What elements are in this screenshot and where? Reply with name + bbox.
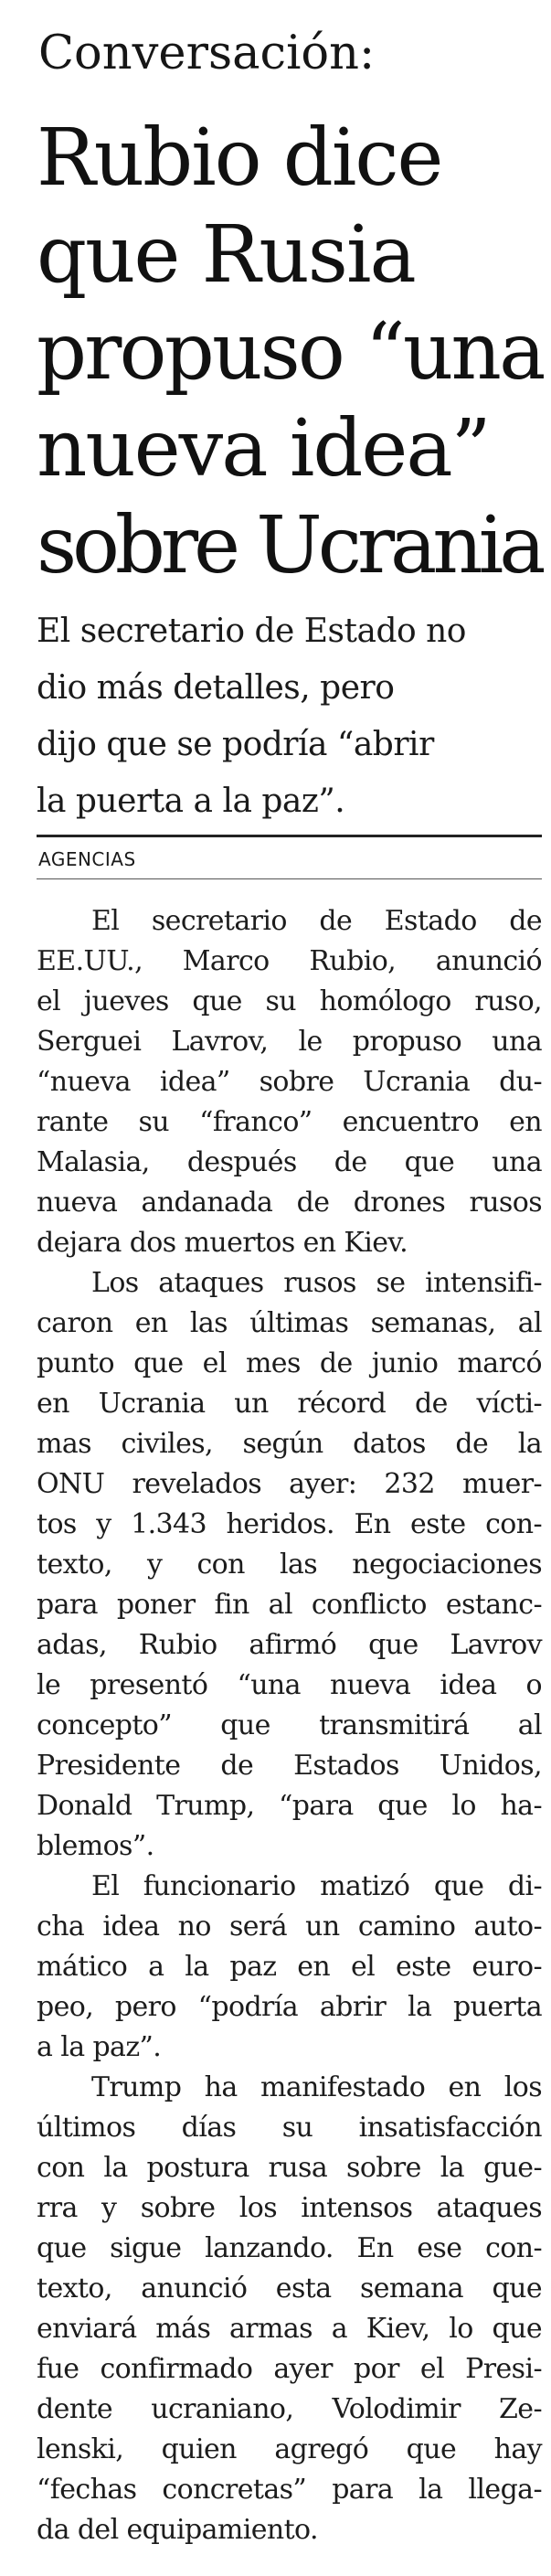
byline-underline	[37, 878, 542, 879]
body-line: con la postura rusa sobre la gue-	[37, 2152, 542, 2184]
body-line: mático a la paz en el este euro-	[37, 1951, 542, 1983]
body-line: texto, anunció esta semana que	[37, 2273, 542, 2305]
body-line: “fechas concretas” para la llega-	[37, 2474, 542, 2506]
body-line: “nueva idea” sobre Ucrania du-	[37, 1066, 542, 1098]
body-line: rante su “franco” encuentro en	[37, 1106, 542, 1138]
body-line: últimos días su insatisfacción	[37, 2112, 542, 2144]
body-line: tos y 1.343 heridos. En este con-	[37, 1508, 542, 1540]
headline-line: que Rusia	[37, 209, 415, 301]
deck-line: El secretario de Estado no	[37, 612, 466, 650]
headline-line: Rubio dice	[37, 112, 442, 204]
article-deck	[37, 603, 548, 830]
body-line: el jueves que su homólogo ruso,	[37, 985, 542, 1017]
headline-line: sobre Ucrania	[37, 500, 542, 591]
body-line: Serguei Lavrov, le propuso una	[37, 1026, 542, 1058]
body-line: punto que el mes de junio marcó	[37, 1347, 542, 1379]
body-line: adas, Rubio afirmó que Lavrov	[37, 1629, 542, 1661]
body-line: blemos”.	[37, 1830, 154, 1862]
article-headline	[37, 110, 544, 594]
body-line: cha idea no será un camino auto-	[37, 1911, 542, 1943]
headline-line: nueva idea”	[37, 403, 490, 495]
body-line: peo, pero “podría abrir la puerta	[37, 1991, 542, 2023]
body-line: texto, y con las negociaciones	[37, 1549, 542, 1581]
body-line: le presentó “una nueva idea o	[37, 1669, 542, 1701]
article-kicker: Conversación:	[38, 27, 376, 80]
article-body	[37, 901, 542, 2550]
body-line: ONU revelados ayer: 232 muer-	[37, 1468, 542, 1500]
body-line: nueva andanada de drones rusos	[37, 1187, 542, 1219]
body-line: fue confirmado ayer por el Presi-	[37, 2353, 542, 2385]
body-line: caron en las últimas semanas, al	[37, 1307, 542, 1339]
body-line: concepto” que transmitirá al	[37, 1709, 542, 1741]
body-line: Trump ha manifestado en los	[91, 2071, 542, 2103]
deck-line: dijo que se podría “abrir	[37, 726, 434, 763]
deck-line: dio más detalles, pero	[37, 669, 395, 707]
body-line: en Ucrania un récord de vícti-	[37, 1388, 542, 1420]
body-line: Donald Trump, “para que lo ha-	[37, 1790, 542, 1822]
body-line: a la paz”.	[37, 2031, 162, 2063]
body-line: da del equipamiento.	[37, 2514, 318, 2546]
body-line: El secretario de Estado de	[91, 905, 542, 937]
deck-line: la puerta a la paz”.	[37, 782, 345, 820]
article-byline: AGENCIAS	[38, 848, 136, 870]
body-line: lenski, quien agregó que hay	[37, 2433, 542, 2465]
body-line: EE.UU., Marco Rubio, anunció	[37, 945, 542, 977]
body-line: enviará más armas a Kiev, lo que	[37, 2313, 542, 2345]
body-line: Los ataques rusos se intensifi-	[91, 1267, 542, 1299]
headline-line: propuso “una	[37, 306, 544, 398]
body-line: Malasia, después de que una	[37, 1146, 542, 1178]
body-line: que sigue lanzando. En ese con-	[37, 2232, 542, 2264]
body-line: El funcionario matizó que di-	[91, 1870, 542, 1902]
body-line: dejara dos muertos en Kiev.	[37, 1227, 408, 1259]
body-line: mas civiles, según datos de la	[37, 1428, 542, 1460]
body-line: dente ucraniano, Volodimir Ze-	[37, 2393, 542, 2425]
body-line: rra y sobre los intensos ataques	[37, 2192, 542, 2224]
body-line: Presidente de Estados Unidos,	[37, 1750, 542, 1782]
body-line: para poner fin al conflicto estanc-	[37, 1589, 542, 1621]
divider-rule	[37, 835, 542, 837]
